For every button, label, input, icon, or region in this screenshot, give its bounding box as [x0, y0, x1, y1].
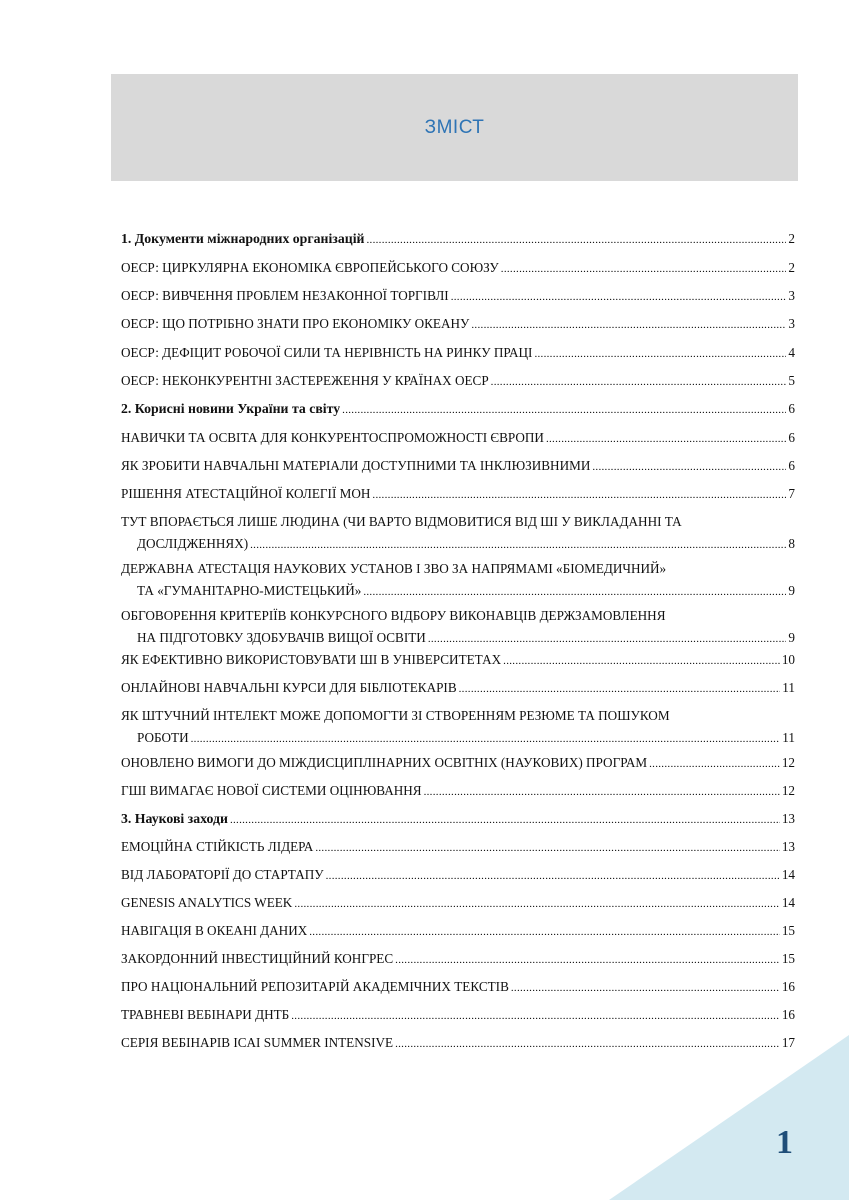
toc-item-label: ГШІ ВИМАГАЄ НОВОЇ СИСТЕМИ ОЦІНЮВАННЯ	[121, 783, 422, 798]
toc-leader-dots	[501, 257, 787, 280]
page-number: 1	[776, 1124, 793, 1161]
toc-item[interactable]	[121, 752, 795, 775]
toc-leader-dots	[534, 342, 786, 365]
toc-item[interactable]	[121, 370, 795, 393]
toc-leader-dots	[451, 285, 787, 308]
toc-item-label: ЗАКОРДОННИЙ ІНВЕСТИЦІЙНИЙ КОНГРЕС	[121, 951, 394, 966]
toc-leader-dots	[424, 780, 780, 803]
toc-leader-dots	[366, 228, 786, 251]
toc-page-number: 5	[788, 373, 795, 388]
toc-item-label: ЯК ЕФЕКТИВНО ВИКОРИСТОВУВАТИ ШІ В УНІВЕРСИТЕТАХ	[121, 652, 502, 667]
toc-item-label: НАВИЧКИ ТА ОСВІТА ДЛЯ КОНКУРЕНТОСПРОМОЖНОСТІ ЄВРОПИ	[121, 430, 544, 445]
toc-item[interactable]	[121, 836, 795, 859]
toc-page-number: 6	[788, 458, 795, 473]
toc-item[interactable]	[121, 864, 795, 887]
toc-item-label: ОЕСР: ДЕФІЦИТ РОБОЧОЇ СИЛИ ТА НЕРІВНІСТЬ НА РИНКУ ПРАЦІ	[121, 345, 533, 360]
toc-item-label-line2: РОБОТИ	[137, 730, 189, 745]
toc-item-label: ВІД ЛАБОРАТОРІЇ ДО СТАРТАПУ	[121, 867, 324, 882]
toc-item[interactable]	[121, 313, 795, 336]
toc-item[interactable]	[121, 948, 795, 971]
corner-decoration	[609, 1035, 849, 1200]
toc-page-number: 13	[781, 839, 795, 854]
toc-item-label: ОНЛАЙНОВІ НАВЧАЛЬНІ КУРСИ ДЛЯ БІБЛІОТЕКАРІВ	[121, 680, 457, 695]
toc-leader-dots	[291, 1004, 780, 1027]
toc-section[interactable]	[121, 228, 795, 251]
toc-leader-dots	[649, 752, 780, 775]
toc-section[interactable]	[121, 398, 795, 421]
toc-leader-dots	[294, 892, 779, 915]
toc-item-label: ОЕСР: НЕКОНКУРЕНТНІ ЗАСТЕРЕЖЕННЯ У КРАЇНАХ ОЕСР	[121, 373, 489, 388]
toc-page-number: 3	[788, 316, 795, 331]
toc-page-number: 11	[782, 680, 795, 695]
toc-leader-dots	[491, 370, 787, 393]
toc-item[interactable]	[121, 257, 795, 280]
toc-page-number: 4	[788, 345, 795, 360]
toc-item-label-line2: ТА «ГУМАНІТАРНО-МИСТЕЦЬКИЙ»	[137, 583, 362, 598]
toc-item-label-line1: ОБГОВОРЕННЯ КРИТЕРІЇВ КОНКУРСНОГО ВІДБОРУ ВИКОНАВЦІВ ДЕРЖЗАМОВЛЕННЯ	[121, 608, 666, 623]
toc-item[interactable]	[121, 705, 795, 750]
toc-page-number: 15	[781, 951, 795, 966]
toc-item-label: СЕРІЯ ВЕБІНАРІВ ICAI SUMMER INTENSIVE	[121, 1035, 394, 1050]
toc-leader-dots	[592, 455, 786, 478]
toc-item[interactable]	[121, 1004, 795, 1027]
toc-item[interactable]	[121, 605, 795, 650]
toc-item-label-line1: ТУТ ВПОРАЄТЬСЯ ЛИШЕ ЛЮДИНА (ЧИ ВАРТО ВІДМОВИТИСЯ ВІД ШІ У ВИКЛАДАННІ ТА	[121, 514, 682, 529]
toc-section[interactable]	[121, 808, 795, 831]
toc-item[interactable]	[121, 558, 795, 603]
toc-item-label: ПРО НАЦІОНАЛЬНИЙ РЕПОЗИТАРІЙ АКАДЕМІЧНИХ ТЕКСТІВ	[121, 979, 509, 994]
toc-leader-dots	[363, 580, 786, 603]
toc-item-label-line1: ЯК ШТУЧНИЙ ІНТЕЛЕКТ МОЖЕ ДОПОМОГТИ ЗІ СТВОРЕННЯМ РЕЗЮМЕ ТА ПОШУКОМ	[121, 708, 670, 723]
toc-page-number: 16	[781, 1007, 795, 1022]
toc-page-number: 8	[788, 536, 795, 551]
toc-item[interactable]	[121, 427, 795, 450]
toc-page-number: 14	[781, 895, 795, 910]
toc-item-label: 3. Наукові заходи	[121, 811, 228, 826]
toc-item[interactable]	[121, 649, 795, 672]
toc-item[interactable]	[121, 285, 795, 308]
header-band	[111, 74, 798, 181]
toc-page-number: 9	[788, 583, 795, 598]
toc-leader-dots	[471, 313, 786, 336]
toc-item-label: ЕМОЦІЙНА СТІЙКІСТЬ ЛІДЕРА	[121, 839, 314, 854]
toc-leader-dots	[546, 427, 786, 450]
toc-page-number: 17	[781, 1035, 795, 1050]
toc-item-label: ОНОВЛЕНО ВИМОГИ ДО МІЖДИСЦИПЛІНАРНИХ ОСВІТНІХ (НАУКОВИХ) ПРОГРАМ	[121, 755, 648, 770]
toc-item-label-line2: НА ПІДГОТОВКУ ЗДОБУВАЧІВ ВИЩОЇ ОСВІТИ	[137, 630, 426, 645]
toc-item-label: GENESIS ANALYTICS WEEK	[121, 895, 293, 910]
toc-item-label: ТРАВНЕВІ ВЕБІНАРИ ДНТБ	[121, 1007, 290, 1022]
toc-page-number: 12	[781, 755, 795, 770]
toc-page-number: 2	[788, 231, 795, 246]
toc-page-number: 12	[781, 783, 795, 798]
toc-item-label: 1. Документи міжнародних організацій	[121, 231, 365, 246]
toc-page-number: 10	[781, 652, 795, 667]
toc-leader-dots	[250, 533, 786, 556]
toc-item[interactable]	[121, 342, 795, 365]
toc-leader-dots	[326, 864, 780, 887]
toc-item-label-line2: ДОСЛІДЖЕННЯХ)	[137, 536, 249, 551]
toc-item[interactable]	[121, 483, 795, 506]
toc-leader-dots	[459, 677, 781, 700]
toc-page-number: 6	[788, 430, 795, 445]
toc-leader-dots	[230, 808, 780, 831]
toc-page-number: 15	[781, 923, 795, 938]
toc-leader-dots	[395, 948, 780, 971]
toc-item-label-line1: ДЕРЖАВНА АТЕСТАЦІЯ НАУКОВИХ УСТАНОВ І ЗВО ЗА НАПРЯМАМІ «БІОМЕДИЧНИЙ»	[121, 561, 667, 576]
toc-page-number: 13	[781, 811, 795, 826]
toc-leader-dots	[315, 836, 779, 859]
toc-page-number: 3	[788, 288, 795, 303]
toc-item[interactable]	[121, 780, 795, 803]
toc-item-label: ОЕСР: ЦИРКУЛЯРНА ЕКОНОМІКА ЄВРОПЕЙСЬКОГО СОЮЗУ	[121, 260, 499, 275]
page-title: ЗМІСТ	[424, 116, 485, 138]
toc-leader-dots	[511, 976, 780, 999]
toc-item[interactable]	[121, 920, 795, 943]
toc-page-number: 7	[788, 486, 795, 501]
toc-page-number: 16	[781, 979, 795, 994]
toc-item[interactable]	[121, 455, 795, 478]
toc-item-label: ЯК ЗРОБИТИ НАВЧАЛЬНІ МАТЕРІАЛИ ДОСТУПНИМИ ТА ІНКЛЮЗИВНИМИ	[121, 458, 591, 473]
toc-item[interactable]	[121, 677, 795, 700]
toc-item-label: НАВІГАЦІЯ В ОКЕАНІ ДАНИХ	[121, 923, 308, 938]
toc-page-number: 2	[788, 260, 795, 275]
toc-leader-dots	[428, 627, 787, 650]
toc-item-label: РІШЕННЯ АТЕСТАЦІЙНОЇ КОЛЕГІЇ МОН	[121, 486, 371, 501]
toc-item[interactable]	[121, 976, 795, 999]
toc-item-label: 2. Корисні новини України та світу	[121, 401, 341, 416]
toc-leader-dots	[191, 727, 781, 750]
toc-item[interactable]	[121, 892, 795, 915]
toc-item-label: ОЕСР: ЩО ПОТРІБНО ЗНАТИ ПРО ЕКОНОМІКУ ОКЕАНУ	[121, 316, 470, 331]
toc-leader-dots	[342, 398, 786, 421]
toc-item[interactable]	[121, 511, 795, 556]
toc-page-number: 9	[788, 630, 795, 645]
toc-leader-dots	[503, 649, 780, 672]
toc-page-number: 11	[782, 730, 795, 745]
toc-page-number: 14	[781, 867, 795, 882]
toc-page-number: 6	[788, 401, 795, 416]
toc-leader-dots	[372, 483, 786, 506]
toc-item-label: ОЕСР: ВИВЧЕННЯ ПРОБЛЕМ НЕЗАКОННОЇ ТОРГІВЛІ	[121, 288, 449, 303]
toc-leader-dots	[309, 920, 780, 943]
